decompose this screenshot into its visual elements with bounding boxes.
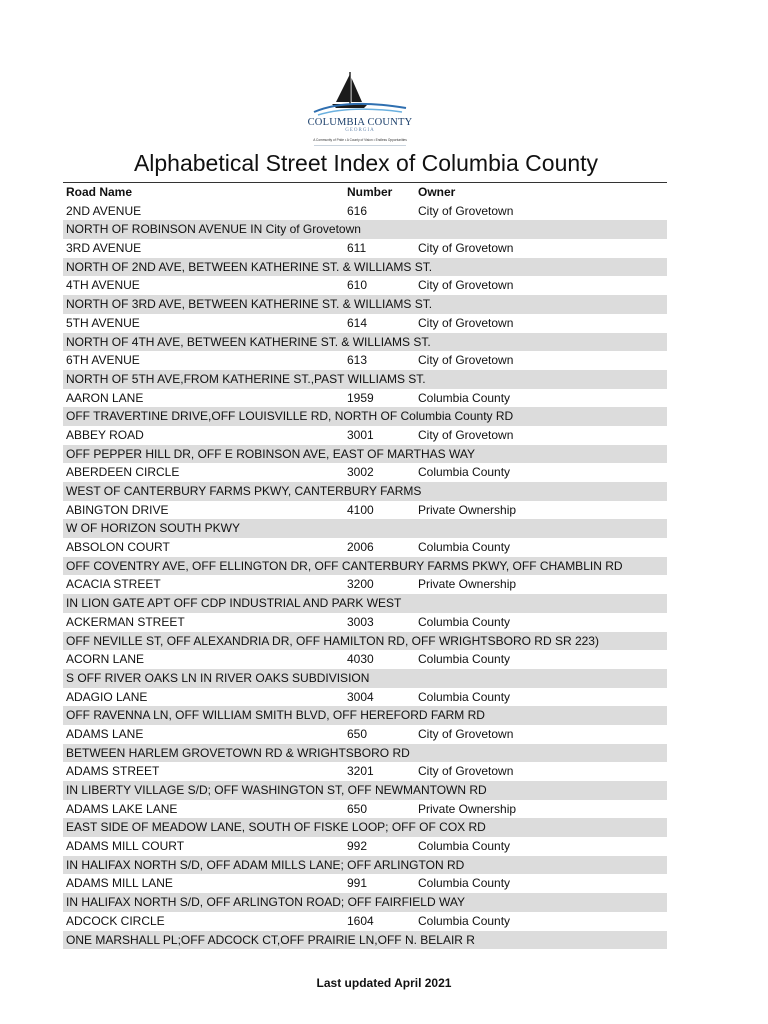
table-row-description xyxy=(63,295,667,314)
road-name-cell: ADAMS LAKE LANE xyxy=(66,801,178,816)
road-name-cell: ACKERMAN STREET xyxy=(66,614,185,629)
table-row xyxy=(63,351,667,370)
road-number-cell: 616 xyxy=(347,203,368,218)
header-number: Number xyxy=(347,185,393,199)
logo-tagline: A Community of Pride • A County of Vision • Endless Opportunities xyxy=(313,138,407,142)
road-number-cell: 3004 xyxy=(347,689,374,704)
road-owner-cell: Columbia County xyxy=(418,876,511,891)
table-row-description xyxy=(63,407,667,426)
table-row-description xyxy=(63,744,667,763)
road-name-cell: ABERDEEN CIRCLE xyxy=(66,465,180,480)
road-name-cell: ADAMS MILL LANE xyxy=(66,876,173,891)
road-name-cell: ADAMS MILL COURT xyxy=(66,839,185,854)
table-row-description xyxy=(63,856,667,875)
table-row xyxy=(63,239,667,258)
road-name-cell: ACORN LANE xyxy=(66,652,145,667)
county-logo xyxy=(306,68,414,152)
road-location-cell: OFF TRAVERTINE DRIVE,OFF LOUISVILLE RD, NORTH OF Columbia County RD xyxy=(66,409,514,424)
page-title: Alphabetical Street Index of Columbia County xyxy=(133,150,599,176)
road-number-cell: 992 xyxy=(347,839,368,854)
road-owner-cell: City of Grovetown xyxy=(418,315,514,330)
table-row xyxy=(63,800,667,819)
table-row xyxy=(63,314,667,333)
road-number-cell: 2006 xyxy=(347,540,374,555)
road-number-cell: 650 xyxy=(347,726,368,741)
road-number-cell: 613 xyxy=(347,353,368,368)
road-location-cell: S OFF RIVER OAKS LN IN RIVER OAKS SUBDIVISION xyxy=(66,670,370,685)
road-owner-cell: City of Grovetown xyxy=(418,241,514,256)
logo-name: COLUMBIA COUNTY xyxy=(307,117,413,128)
road-owner-cell: City of Grovetown xyxy=(418,353,514,368)
road-location-cell: IN LIBERTY VILLAGE S/D; OFF WASHINGTON ST, OFF NEWMANTOWN RD xyxy=(66,783,487,797)
road-number-cell: 3200 xyxy=(347,577,374,592)
table-row-description xyxy=(63,893,667,912)
road-owner-cell: Columbia County xyxy=(418,913,511,928)
road-name-cell: 6TH AVENUE xyxy=(66,353,140,368)
road-name-cell: 2ND AVENUE xyxy=(66,203,142,218)
table-row xyxy=(63,426,667,445)
street-index-table xyxy=(63,183,667,949)
road-location-cell: NORTH OF 3RD AVE, BETWEEN KATHERINE ST. & WILLIAMS ST. xyxy=(66,297,433,312)
road-number-cell: 3002 xyxy=(347,465,374,480)
last-updated-footer: Last updated April 2021 xyxy=(316,976,452,990)
table-row xyxy=(63,575,667,594)
road-owner-cell: Private Ownership xyxy=(418,577,517,592)
road-owner-cell: Columbia County xyxy=(418,614,511,629)
table-row xyxy=(63,463,667,482)
road-number-cell: 3001 xyxy=(347,427,374,442)
table-row xyxy=(63,874,667,893)
road-name-cell: 5TH AVENUE xyxy=(66,315,140,330)
road-owner-cell: Columbia County xyxy=(418,839,511,854)
road-location-cell: OFF RAVENNA LN, OFF WILLIAM SMITH BLVD, OFF HEREFORD FARM RD xyxy=(66,708,485,723)
road-number-cell: 1959 xyxy=(347,390,374,405)
table-row-description xyxy=(63,333,667,352)
road-number-cell: 650 xyxy=(347,801,368,816)
table-row xyxy=(63,837,667,856)
table-row-description xyxy=(63,669,667,688)
table-row-description xyxy=(63,258,667,277)
table-row-description xyxy=(63,706,667,725)
road-location-cell: OFF PEPPER HILL DR, OFF E ROBINSON AVE, EAST OF MARTHAS WAY xyxy=(66,446,475,461)
table-row xyxy=(63,538,667,557)
road-location-cell: NORTH OF 2ND AVE, BETWEEN KATHERINE ST. & WILLIAMS ST. xyxy=(66,259,433,274)
road-location-cell: IN HALIFAX NORTH S/D, OFF ARLINGTON ROAD; OFF FAIRFIELD WAY xyxy=(66,895,465,910)
road-name-cell: AARON LANE xyxy=(66,390,144,405)
road-owner-cell: Columbia County xyxy=(418,689,511,704)
table-row xyxy=(63,725,667,744)
road-name-cell: ABBEY ROAD xyxy=(66,427,144,442)
road-location-cell: WEST OF CANTERBURY FARMS PKWY, CANTERBURY FARMS xyxy=(66,484,422,498)
header-owner: Owner xyxy=(418,185,456,199)
road-number-cell: 1604 xyxy=(347,913,374,928)
table-row xyxy=(63,912,667,931)
road-owner-cell: City of Grovetown xyxy=(418,203,514,218)
road-location-cell: NORTH OF 5TH AVE,FROM KATHERINE ST.,PAST WILLIAMS ST. xyxy=(66,371,426,386)
road-owner-cell: City of Grovetown xyxy=(418,764,514,779)
road-owner-cell: City of Grovetown xyxy=(418,427,514,442)
road-number-cell: 4030 xyxy=(347,652,374,667)
table-row-description xyxy=(63,220,667,239)
road-owner-cell: Private Ownership xyxy=(418,502,517,517)
road-location-cell: NORTH OF 4TH AVE, BETWEEN KATHERINE ST. & WILLIAMS ST. xyxy=(66,334,431,349)
road-location-cell: IN HALIFAX NORTH S/D, OFF ADAM MILLS LANE; OFF ARLINGTON RD xyxy=(66,857,465,872)
road-location-cell: IN LION GATE APT OFF CDP INDUSTRIAL AND PARK WEST xyxy=(66,596,402,611)
road-location-cell: EAST SIDE OF MEADOW LANE, SOUTH OF FISKE LOOP; OFF OF COX RD xyxy=(66,820,486,835)
table-row xyxy=(63,650,667,669)
table-row-description xyxy=(63,632,667,651)
table-row-description xyxy=(63,818,667,837)
road-name-cell: ADAGIO LANE xyxy=(66,689,148,704)
table-row xyxy=(63,762,667,781)
road-number-cell: 610 xyxy=(347,278,368,293)
road-location-cell: OFF COVENTRY AVE, OFF ELLINGTON DR, OFF CANTERBURY FARMS PKWY, OFF CHAMBLIN RD xyxy=(66,558,623,573)
road-name-cell: ABINGTON DRIVE xyxy=(66,502,169,517)
road-location-cell: NORTH OF ROBINSON AVENUE IN City of Grovetown xyxy=(66,222,361,237)
table-row-description xyxy=(63,370,667,389)
logo-subtitle: GEORGIA xyxy=(345,128,375,133)
table-header-row xyxy=(63,183,667,202)
road-name-cell: ADCOCK CIRCLE xyxy=(66,913,165,928)
road-number-cell: 991 xyxy=(347,876,368,891)
road-location-cell: OFF NEVILLE ST, OFF ALEXANDRIA DR, OFF HAMILTON RD, OFF WRIGHTSBORO RD SR 223) xyxy=(66,633,599,648)
road-number-cell: 3003 xyxy=(347,614,374,629)
table-row xyxy=(63,501,667,520)
table-row-description xyxy=(63,482,667,501)
road-number-cell: 611 xyxy=(347,241,367,256)
table-row xyxy=(63,389,667,408)
road-location-cell: W OF HORIZON SOUTH PKWY xyxy=(66,521,240,536)
table-row-description xyxy=(63,557,667,576)
table-row-description xyxy=(63,519,667,538)
road-name-cell: ACACIA STREET xyxy=(66,577,161,592)
road-name-cell: 4TH AVENUE xyxy=(66,278,140,293)
table-row-description xyxy=(63,931,667,950)
sailboat-logo-icon xyxy=(306,68,414,118)
road-name-cell: ADAMS LANE xyxy=(66,726,144,741)
road-number-cell: 4100 xyxy=(347,502,374,517)
table-body xyxy=(63,202,667,950)
table-row xyxy=(63,613,667,632)
road-location-cell: BETWEEN HARLEM GROVETOWN RD & WRIGHTSBORO RD xyxy=(66,745,410,760)
road-name-cell: ABSOLON COURT xyxy=(66,540,170,555)
road-owner-cell: City of Grovetown xyxy=(418,278,514,293)
road-owner-cell: Columbia County xyxy=(418,390,511,405)
road-number-cell: 614 xyxy=(347,315,368,330)
table-row-description xyxy=(63,594,667,613)
road-owner-cell: Columbia County xyxy=(418,540,511,555)
road-location-cell: ONE MARSHALL PL;OFF ADCOCK CT,OFF PRAIRIE LN,OFF N. BELAIR R xyxy=(66,932,475,947)
table-row xyxy=(63,688,667,707)
table-row xyxy=(63,276,667,295)
road-owner-cell: Columbia County xyxy=(418,465,511,480)
road-owner-cell: Columbia County xyxy=(418,652,511,667)
logo-divider xyxy=(314,145,406,146)
road-name-cell: 3RD AVENUE xyxy=(66,241,142,256)
road-owner-cell: Private Ownership xyxy=(418,801,517,816)
road-number-cell: 3201 xyxy=(347,764,374,779)
header-road-name: Road Name xyxy=(66,185,133,199)
road-owner-cell: City of Grovetown xyxy=(418,726,514,741)
table-row xyxy=(63,202,667,221)
road-name-cell: ADAMS STREET xyxy=(66,764,160,779)
table-row-description xyxy=(63,445,667,464)
table-row-description xyxy=(63,781,667,800)
